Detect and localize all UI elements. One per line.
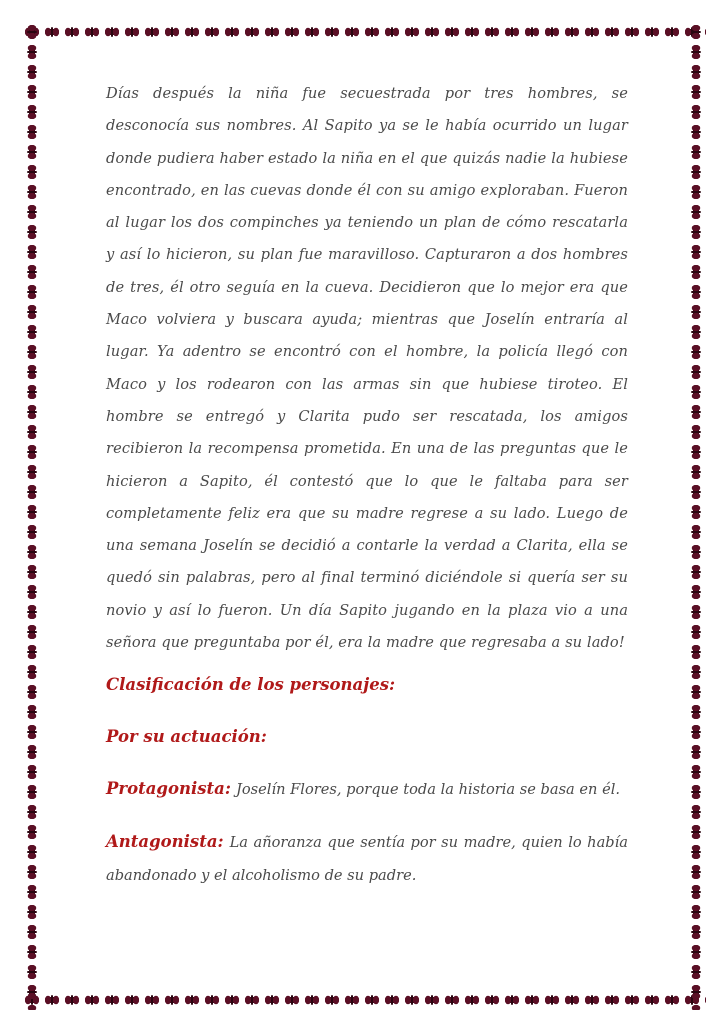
page-content [106, 78, 628, 892]
page-border-left [20, 22, 44, 1010]
protagonista-text: Joselín Flores, porque toda la historia se basa en él. [236, 781, 621, 799]
page-border-bottom [22, 988, 706, 1012]
antagonista-section [106, 826, 628, 892]
heading-clasificacion: Clasificación de los personajes: [106, 675, 396, 695]
antagonista-text: La añoranza que sentía por su madre, quien lo había abandonado y el alcoholismo de su padre. [106, 834, 628, 885]
heading-actuacion: Por su actuación: [106, 727, 267, 747]
story-paragraph: Días después la niña fue secuestrada por tres hombres, se desconocía sus nombres. Al Sapito ya se le había ocurrido un lugar donde pudiera haber estado la niña en el que quizás nadie la hubiese encontrado, en las cuevas donde él con su amigo exploraban. Fueron al lugar los dos compinches ya teniendo un plan de cómo rescatarla y así lo hicieron, su plan fue maravilloso. Capturaron a dos hombres de tres, él otro seguía en la cueva. Decidieron que lo mejor era que Maco volviera y buscara ayuda; mientras que Joselín entraría al lugar. Ya adentro se encontró con el hombre, la policía llegó con Maco y los rodearon con las armas sin que hubiese tiroteo. El hombre se entregó y Clarita pudo ser rescatada, los amigos recibieron la recompensa prometida. En una de las preguntas que le hicieron a Sapito, él contestó que lo que le faltaba para ser completamente feliz era que su madre regrese a su lado. Luego de una semana Joselín se decidió a contarle la verdad a Clarita, ella se quedó sin palabras, pero al final terminó diciéndole si quería ser su novio y así lo fueron. Un día Sapito jugando en la plaza vio a una señora que preguntaba por él, era la madre que regresaba a su lado! [106, 85, 628, 652]
antagonista-label: Antagonista: [106, 832, 224, 852]
protagonista-label: Protagonista: [106, 779, 231, 799]
protagonista-section [106, 773, 628, 806]
page-border-top [22, 20, 706, 44]
page-border-right [684, 22, 708, 1010]
